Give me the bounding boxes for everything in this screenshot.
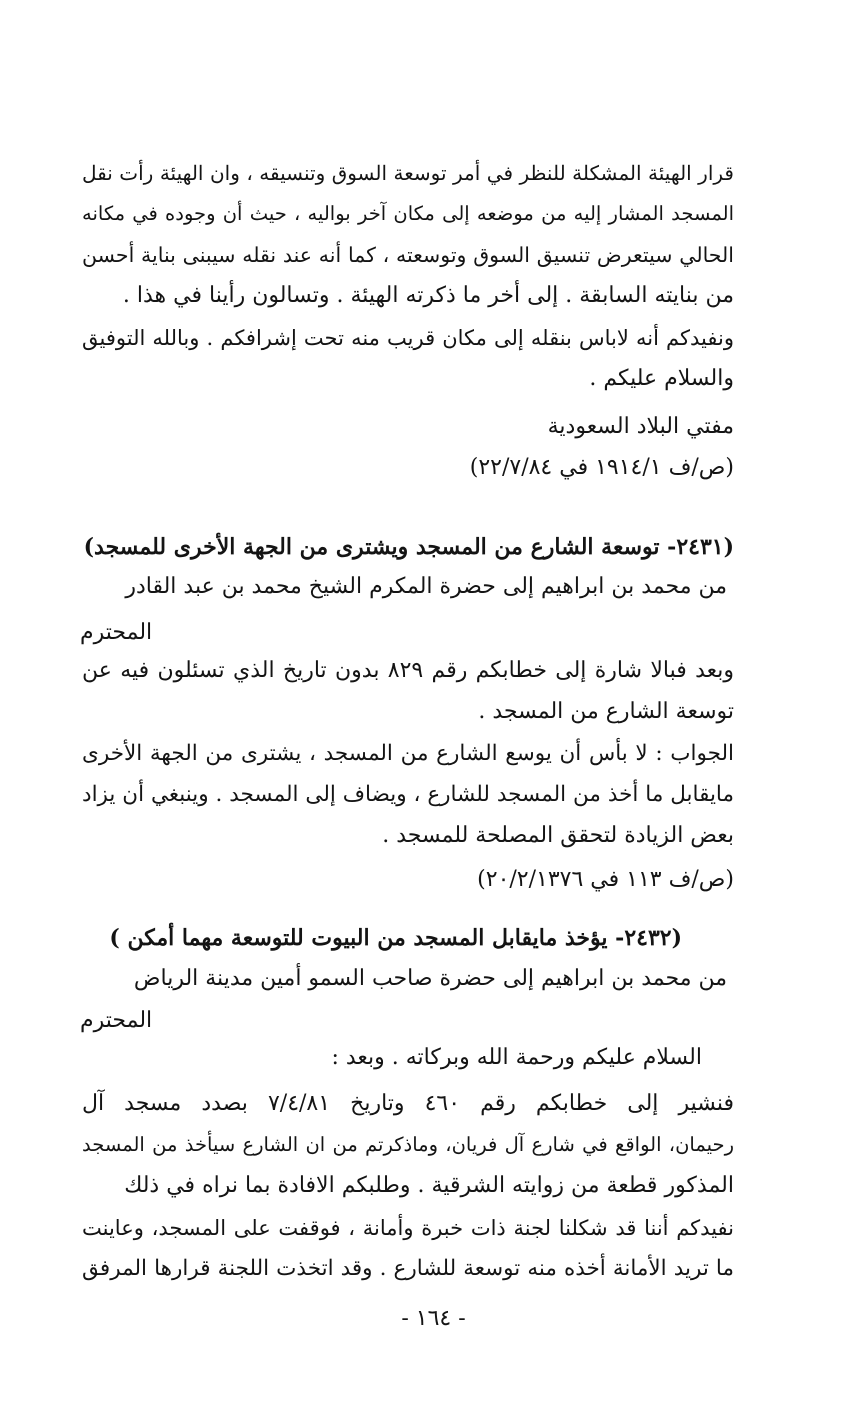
decision-line: المسجد المشار إليه من موضعه إلى مكان آخر بواليه ، حيث أن وجوده في مكانه: [82, 202, 734, 225]
section-heading: (٢٤٣٢- يؤخذ مايقابل المسجد من البيوت للتوسعة مهما أمكن ): [109, 925, 682, 951]
section-heading: (٢٤٣١- توسعة الشارع من المسجد ويشترى من الجهة الأخرى للمسجد): [83, 534, 734, 560]
decision-line: قرار الهيئة المشكلة للنظر في أمر توسعة السوق وتنسيقه ، وان الهيئة رأت نقل: [82, 161, 734, 185]
reference-citation: (ص/ف ١١٣ في ٢٠/٢/١٣٧٦): [477, 867, 734, 892]
answer-line: مايقابل ما أخذ من المسجد للشارع ، ويضاف إلى المسجد . وينبغي أن يزاد: [82, 782, 734, 807]
decision-line: الحالي سيتعرض تنسيق السوق وتوسعته ، كما أنه عند نقله سيبنى بناية أحسن: [82, 243, 734, 267]
answer-line: بعض الزيادة لتحقق المصلحة للمسجد .: [382, 823, 734, 848]
decision-line: من بنايته السابقة . إلى أخر ما ذكرته الهيئة . وتسالون رأينا في هذا .: [122, 283, 734, 308]
body-line: نفيدكم أننا قد شكلنا لجنة ذات خبرة وأمانة ، فوقفت على المسجد، وعاينت: [82, 1216, 734, 1240]
page-number: - ١٦٤ -: [401, 1306, 466, 1331]
body-line: رحيمان، الواقع في شارع آل فريان، وماذكرتم من ان الشارع سيأخذ من المسجد: [82, 1133, 734, 1156]
body-line: المذكور قطعة من زوايته الشرقية . وطلبكم الافادة بما نراه في ذلك: [124, 1173, 734, 1198]
closing-line: والسلام عليكم .: [589, 366, 734, 391]
intro-line: وبعد فبالا شارة إلى خطابكم رقم ٨٢٩ بدون تاريخ الذي تسئلون فيه عن: [82, 658, 734, 683]
body-line: ما تريد الأمانة أخذه منه توسعة للشارع . وقد اتخذت اللجنة قرارها المرفق: [82, 1256, 734, 1281]
sender-line: من محمد بن ابراهيم إلى حضرة المكرم الشيخ محمد بن عبد القادر: [125, 574, 727, 599]
body-line: فنشير إلى خطابكم رقم ٤٦٠ وتاريخ ٧/٤/٨١ بصدد مسجد آل: [82, 1091, 734, 1116]
closing-line: ونفيدكم أنه لاباس بنقله إلى مكان قريب منه تحت إشرافكم . وبالله التوفيق: [82, 326, 734, 350]
honorific: المحترم: [80, 620, 153, 645]
honorific: المحترم: [80, 1008, 153, 1033]
answer-line: الجواب : لا بأس أن يوسع الشارع من المسجد ، يشترى من الجهة الأخرى: [82, 741, 734, 766]
reference-citation: (ص/ف ١٩١٤/١ في ٢٢/٧/٨٤): [469, 455, 734, 480]
intro-line: توسعة الشارع من المسجد .: [478, 699, 734, 724]
greeting-line: السلام عليكم ورحمة الله وبركاته . وبعد :: [331, 1045, 702, 1070]
signature: مفتي البلاد السعودية: [547, 414, 734, 439]
sender-line: من محمد بن ابراهيم إلى حضرة صاحب السمو أمين مدينة الرياض: [133, 966, 727, 991]
